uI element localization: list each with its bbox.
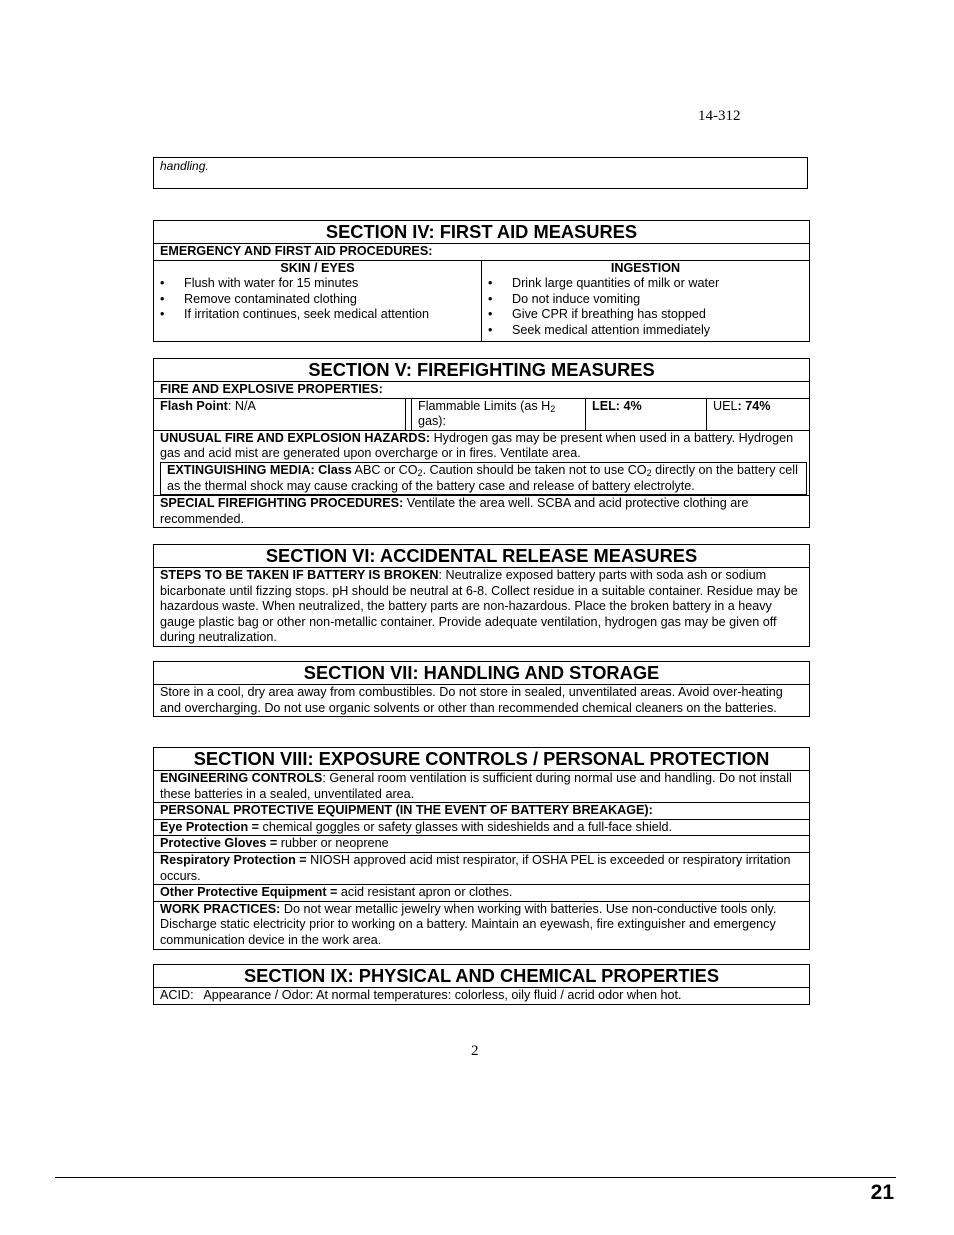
unusual-hazards-row bbox=[154, 431, 809, 462]
first-aid-columns bbox=[154, 261, 809, 341]
procedures-label: EMERGENCY AND FIRST AID PROCEDURES: bbox=[154, 244, 809, 261]
flammable-limits-cell bbox=[411, 399, 585, 430]
special-procedures-text: Ventilate the area well. SCBA and acid protective clothing are recommended. bbox=[160, 496, 749, 526]
unusual-hazards-label: UNUSUAL FIRE AND EXPLOSION HAZARDS: bbox=[160, 430, 431, 445]
ingestion-column bbox=[481, 261, 809, 341]
work-practices-label: WORK PRACTICES: bbox=[160, 901, 281, 916]
work-practices-row bbox=[154, 902, 809, 949]
special-procedures-row bbox=[154, 495, 809, 527]
lel-cell: LEL: 4% bbox=[585, 399, 706, 430]
section-firefighting bbox=[153, 358, 810, 528]
continuation-text: handling. bbox=[160, 159, 209, 173]
uel-cell bbox=[706, 399, 809, 430]
section-accidental-release bbox=[153, 544, 810, 647]
extinguishing-text: directly on the battery cell as the thermal shock may cause cracking of the battery case and release of battery electrolyte. bbox=[167, 462, 798, 493]
special-procedures-label: SPECIAL FIREFIGHTING PROCEDURES: bbox=[160, 496, 404, 511]
acid-properties-text: ACID: Appearance / Odor: At normal temperatures: colorless, oily fluid / acrid odor when hot. bbox=[160, 988, 682, 1002]
broken-battery-text: : Neutralize exposed battery parts with soda ash or sodium bicarbonate until fizzing stops. pH should be neutral at 6-8. Collect residue in a suitable container. Residue may be hazardous waste. When neutralized, the battery parts are non-hazardous. Place the broken battery in a heavy gauge plastic bag or other non-metallic container. Provide adequate ventilation, hydrogen gas may be given off during neutralization. bbox=[160, 568, 798, 645]
flash-point-label: Flash Point bbox=[160, 398, 228, 413]
extinguishing-media-box bbox=[160, 462, 807, 495]
broken-battery-label: STEPS TO BE TAKEN IF BATTERY IS BROKEN bbox=[160, 568, 439, 582]
broken-battery-steps bbox=[154, 568, 809, 646]
section-title: SECTION VIII: EXPOSURE CONTROLS / PERSONAL PROTECTION bbox=[154, 748, 809, 771]
section-title: SECTION IV: FIRST AID MEASURES bbox=[154, 221, 809, 244]
extinguishing-label: EXTINGUISHING MEDIA: Class bbox=[167, 462, 352, 477]
other-equipment-text: acid resistant apron or clothes. bbox=[337, 885, 513, 900]
list-item: • If irritation continues, seek medical attention bbox=[160, 307, 475, 323]
page-number-center: 2 bbox=[471, 1043, 479, 1059]
section-title: SECTION IX: PHYSICAL AND CHEMICAL PROPERTIES bbox=[154, 965, 809, 988]
continuation-box bbox=[153, 157, 808, 189]
list-item: • Remove contaminated clothing bbox=[160, 292, 475, 308]
footer-divider bbox=[55, 1177, 896, 1178]
list-item: • Do not induce vomiting bbox=[488, 292, 803, 308]
ingestion-list bbox=[488, 276, 803, 338]
respiratory-label: Respiratory Protection = bbox=[160, 852, 307, 867]
ingestion-heading: INGESTION bbox=[610, 260, 681, 275]
engineering-controls-row bbox=[154, 771, 809, 803]
subscript-2: 2 bbox=[646, 467, 652, 478]
flash-point-value: : N/A bbox=[227, 398, 256, 413]
section-title: SECTION VII: HANDLING AND STORAGE bbox=[154, 662, 809, 685]
gloves-label: Protective Gloves = bbox=[160, 836, 278, 851]
other-equipment-label: Other Protective Equipment = bbox=[160, 885, 338, 900]
engineering-controls-text: : General room ventilation is sufficient during normal use and handling. Do not install these batteries in a sealed, unventilated area. bbox=[160, 771, 792, 801]
skin-eyes-heading: SKIN / EYES bbox=[280, 260, 355, 275]
unusual-hazards-text: Hydrogen gas may be present when used in a battery. Hydrogen gas and acid mist are generated upon overcharge or in fires. Ventilate area. bbox=[160, 430, 794, 461]
properties-label: FIRE AND EXPLOSIVE PROPERTIES: bbox=[154, 382, 809, 399]
subscript-2: 2 bbox=[550, 403, 556, 414]
list-item: • Drink large quantities of milk or water bbox=[488, 276, 803, 292]
section-title: SECTION VI: ACCIDENTAL RELEASE MEASURES bbox=[154, 545, 809, 568]
skin-eyes-column bbox=[154, 261, 481, 341]
list-item: • Give CPR if breathing has stopped bbox=[488, 307, 803, 323]
section-physical-chemical bbox=[153, 964, 810, 1005]
section-exposure-controls bbox=[153, 747, 810, 950]
flammable-limits-label: Flammable Limits (as H bbox=[418, 398, 551, 413]
respiratory-row bbox=[154, 853, 809, 885]
flammability-row bbox=[154, 399, 809, 431]
eye-protection-text: chemical goggles or safety glasses with sideshields and a full-face shield. bbox=[259, 819, 673, 834]
eye-protection-label: Eye Protection = bbox=[160, 819, 260, 834]
list-item: • Seek medical attention immediately bbox=[488, 323, 803, 339]
list-item: • Flush with water for 15 minutes bbox=[160, 276, 475, 292]
subscript-2: 2 bbox=[417, 467, 423, 478]
uel-label: UEL bbox=[713, 398, 738, 413]
ppe-label: PERSONAL PROTECTIVE EQUIPMENT (IN THE EVENT OF BATTERY BREAKAGE): bbox=[154, 803, 809, 820]
work-practices-text: Do not wear metallic jewelry when working with batteries. Use non-conductive tools only. Discharge static electricity prior to working on a battery. Maintain an eyewash, fire extinguisher and emergency communication device in the work area. bbox=[160, 901, 777, 947]
extinguishing-text: ABC or CO bbox=[351, 462, 418, 477]
section-first-aid bbox=[153, 220, 810, 342]
skin-eyes-list bbox=[160, 276, 475, 323]
handling-storage-text: Store in a cool, dry area away from combustibles. Do not store in sealed, unventilated areas. Avoid over-heating and overcharging. Do not use organic solvents or other than recommended chemical cleaners on the batteries. bbox=[160, 685, 783, 715]
flash-point-cell bbox=[154, 399, 405, 430]
gloves-row bbox=[154, 836, 809, 853]
flammable-limits-gas: gas): bbox=[418, 414, 446, 429]
eye-protection-row bbox=[154, 820, 809, 837]
extinguishing-text: . Caution should be taken not to use CO bbox=[422, 462, 647, 477]
section-title: SECTION V: FIREFIGHTING MEASURES bbox=[154, 359, 809, 382]
respiratory-text: NIOSH approved acid mist respirator, if OSHA PEL is exceeded or respiratory irritation occurs. bbox=[160, 852, 791, 883]
document-number: 14-312 bbox=[698, 108, 741, 124]
uel-value: : 74% bbox=[737, 398, 771, 413]
other-equipment-row bbox=[154, 885, 809, 902]
engineering-controls-label: ENGINEERING CONTROLS bbox=[160, 771, 323, 785]
section-handling-storage bbox=[153, 661, 810, 717]
gloves-text: rubber or neoprene bbox=[277, 836, 389, 851]
page-number-corner: 21 bbox=[870, 1181, 894, 1204]
